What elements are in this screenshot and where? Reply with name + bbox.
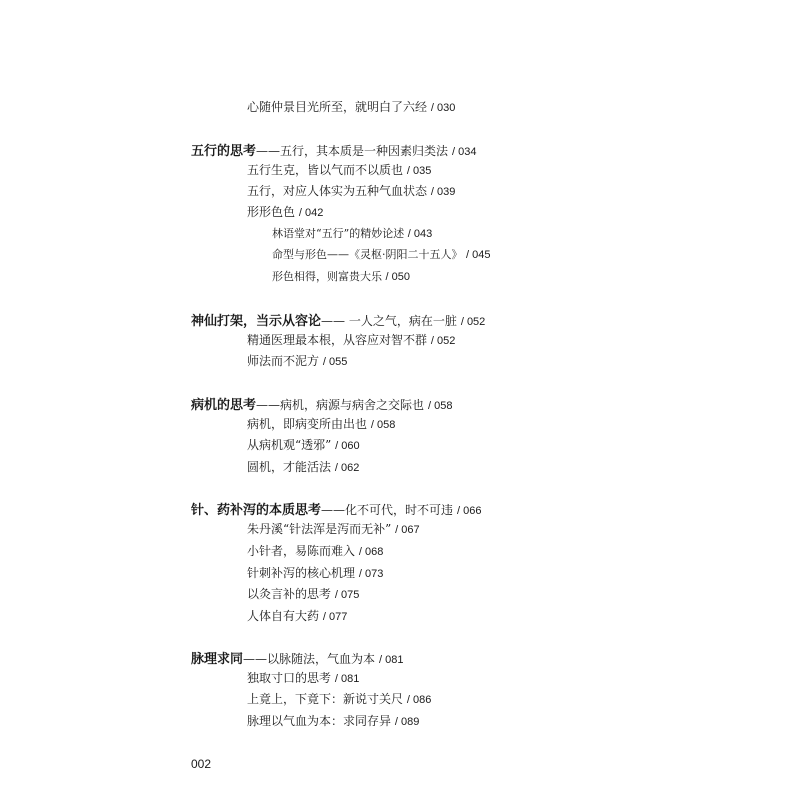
- page-number: / 073: [358, 568, 384, 580]
- page-number: / 043: [407, 228, 433, 240]
- page-number: / 075: [334, 589, 360, 601]
- entry-title: 命型与形色——《灵枢·阴阳二十五人》: [272, 248, 463, 261]
- page-folio: 002: [191, 757, 212, 771]
- toc-section-heading: [191, 140, 476, 159]
- page-number: / 042: [298, 207, 324, 219]
- section-title: 脉理求同: [191, 652, 244, 667]
- toc-entry: [247, 98, 455, 115]
- toc-section-heading: [191, 394, 452, 413]
- entry-title: 人体自有大药: [247, 609, 320, 623]
- page-number: / 077: [322, 611, 348, 623]
- page-number: / 039: [430, 186, 456, 198]
- page-number: / 050: [385, 271, 410, 283]
- section-title: 神仙打架，当示从容论: [191, 314, 322, 329]
- toc-entry: [247, 564, 383, 581]
- page-number: / 030: [430, 102, 456, 114]
- page-number: / 067: [395, 524, 420, 536]
- toc-entry: [247, 690, 431, 707]
- page-number: / 055: [322, 356, 348, 368]
- page-number: / 089: [394, 716, 420, 728]
- section-subtitle: ——以脉随法，气血为本: [243, 652, 376, 666]
- page-number: / 081: [334, 673, 360, 685]
- entry-title: 心随仲景目光所至，就明白了六经: [247, 100, 428, 114]
- section-title: 病机的思考: [191, 398, 257, 413]
- entry-title: 上竟上，下竟下：新说寸关尺: [247, 692, 404, 706]
- page-number: / 066: [457, 505, 482, 517]
- page-number: / 034: [452, 146, 477, 158]
- entry-title: 林语堂对“五行”的精妙论述: [272, 227, 405, 240]
- toc-entry: [247, 161, 431, 178]
- toc-entry: [247, 436, 360, 453]
- toc-subentry: [272, 225, 432, 241]
- page-number: / 060: [335, 440, 360, 452]
- page-number: / 068: [358, 546, 384, 558]
- toc-entry: [247, 458, 359, 475]
- toc-entry: [247, 415, 395, 432]
- section-subtitle: ——五行，其本质是一种因素归类法: [256, 144, 449, 158]
- page-number: / 052: [430, 335, 456, 347]
- entry-title: 五行生克，皆以气而不以质也: [247, 163, 404, 177]
- page-number: / 062: [334, 462, 360, 474]
- toc-entry: [247, 331, 455, 348]
- toc-entry: [247, 712, 419, 729]
- page-number: / 052: [460, 316, 486, 328]
- page-number: / 035: [406, 165, 432, 177]
- entry-title: 形色相得，则富贵大乐: [272, 270, 382, 283]
- toc-entry: [247, 352, 347, 369]
- entry-title: 从病机观“透邪”: [247, 438, 332, 452]
- toc-entry: [247, 585, 359, 602]
- section-subtitle: ——化不可代，时不可违: [321, 503, 454, 517]
- section-title: 针、药补泻的本质思考: [191, 503, 322, 518]
- page-number: / 045: [466, 249, 491, 261]
- toc-entry: [247, 203, 323, 220]
- entry-title: 圆机，才能活法: [247, 460, 332, 474]
- toc-entry: [247, 607, 347, 624]
- section-subtitle: —— 一人之气，病在一脏: [321, 314, 457, 328]
- page-number: / 058: [428, 400, 453, 412]
- entry-title: 独取寸口的思考: [247, 671, 332, 685]
- page-number: / 081: [379, 654, 404, 666]
- entry-title: 朱丹溪“针法浑是泻而无补”: [247, 522, 392, 536]
- entry-title: 脉理以气血为本：求同存异: [247, 714, 392, 728]
- entry-title: 以灸言补的思考: [247, 587, 332, 601]
- section-title: 五行的思考: [191, 144, 257, 159]
- entry-title: 师法而不泥方: [247, 354, 320, 368]
- entry-title: 五行，对应人体实为五种气血状态: [247, 184, 428, 198]
- toc-subentry: [272, 246, 490, 262]
- section-subtitle: ——病机，病源与病舍之交际也: [256, 398, 425, 412]
- toc-subentry: [272, 268, 410, 284]
- toc-section-heading: [191, 310, 485, 329]
- toc-section-heading: [191, 499, 481, 518]
- toc-entry: [247, 182, 455, 199]
- entry-title: 形形色色: [247, 205, 296, 219]
- page-number: / 058: [370, 419, 396, 431]
- entry-title: 针刺补泻的核心机理: [247, 566, 356, 580]
- toc-entry: [247, 542, 383, 559]
- toc-entry: [247, 669, 359, 686]
- page-number: / 086: [406, 694, 432, 706]
- entry-title: 精通医理最本根，从容应对智不群: [247, 333, 428, 347]
- entry-title: 小针者，易陈而难入: [247, 544, 356, 558]
- toc-entry: [247, 520, 420, 537]
- toc-section-heading: [191, 648, 403, 667]
- entry-title: 病机，即病变所由出也: [247, 417, 368, 431]
